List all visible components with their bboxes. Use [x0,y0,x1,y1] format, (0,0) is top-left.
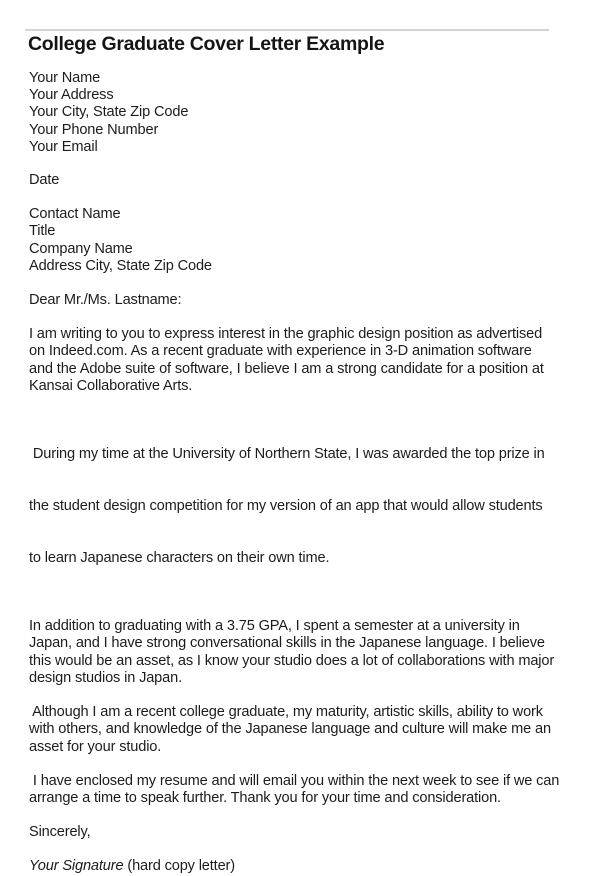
signature-note: (hard copy letter) [123,858,235,875]
sender-address: Your Address [29,87,114,104]
paragraph-line: In addition to graduating with a 3.75 GPA, I spent a semester at a university in [29,618,520,635]
recipient-company: Company Name [29,240,133,257]
paragraph-line: I am writing to you to express interest in the graphic design position as advertised [29,326,543,343]
letter-body [29,70,589,876]
header-divider [25,29,549,31]
paragraph-line: Kansai Collaborative Arts. [29,377,193,394]
paragraph-line: During my time at the University of Northern State, I was awarded the top prize in [29,446,545,463]
paragraph-line: on Indeed.com. As a recent graduate with experience in 3-D animation software [29,343,532,360]
recipient-address: Address City, State Zip Code [29,257,212,274]
date-block [29,172,589,189]
paragraph-line: design studios in Japan. [29,669,182,686]
sender-city-state-zip: Your City, State Zip Code [29,104,189,121]
paragraph-2 [29,412,589,601]
sender-address-block [29,70,589,156]
paragraph-4 [29,704,589,756]
sender-email: Your Email [29,138,98,155]
salutation-text: Dear Mr./Ms. Lastname: [29,292,182,309]
sender-phone: Your Phone Number [29,121,159,138]
closing [29,824,589,841]
recipient-title: Title [29,223,56,240]
recipient-contact-name: Contact Name [29,206,121,223]
paragraph-1 [29,326,589,395]
paragraph-line: Japan, and I have strong conversational skills in the Japanese language. I believe [29,635,545,652]
signature-block [29,858,589,875]
paragraph-line: the student design competition for my version of an app that would allow students [29,498,543,515]
sender-name: Your Name [29,70,101,86]
letter-date: Date [29,172,60,189]
paragraph-line: with others, and knowledge of the Japanese language and culture will make me an [29,721,551,738]
signature-line [29,858,589,875]
paragraph-line: arrange a time to speak further. Thank you for your time and consideration. [29,789,501,806]
paragraph-3 [29,618,589,687]
closing-text: Sincerely, [29,824,91,841]
signature-placeholder: Your Signature [29,858,124,875]
salutation [29,292,589,309]
paragraph-line: Although I am a recent college graduate, my maturity, artistic skills, ability to work [29,704,543,721]
page-title: College Graduate Cover Letter Example [28,33,385,55]
paragraph-line: to learn Japanese characters on their own time. [29,549,330,566]
paragraph-line: this would be an asset, as I know your studio does a lot of collaborations with major [29,652,555,669]
paragraph-line: and the Adobe suite of software, I believe I am a strong candidate for a position at [29,360,544,377]
paragraph-line: asset for your studio. [29,738,162,755]
paragraph-5 [29,773,589,807]
recipient-address-block [29,206,589,275]
paragraph-line: I have enclosed my resume and will email you within the next week to see if we can [29,772,560,789]
